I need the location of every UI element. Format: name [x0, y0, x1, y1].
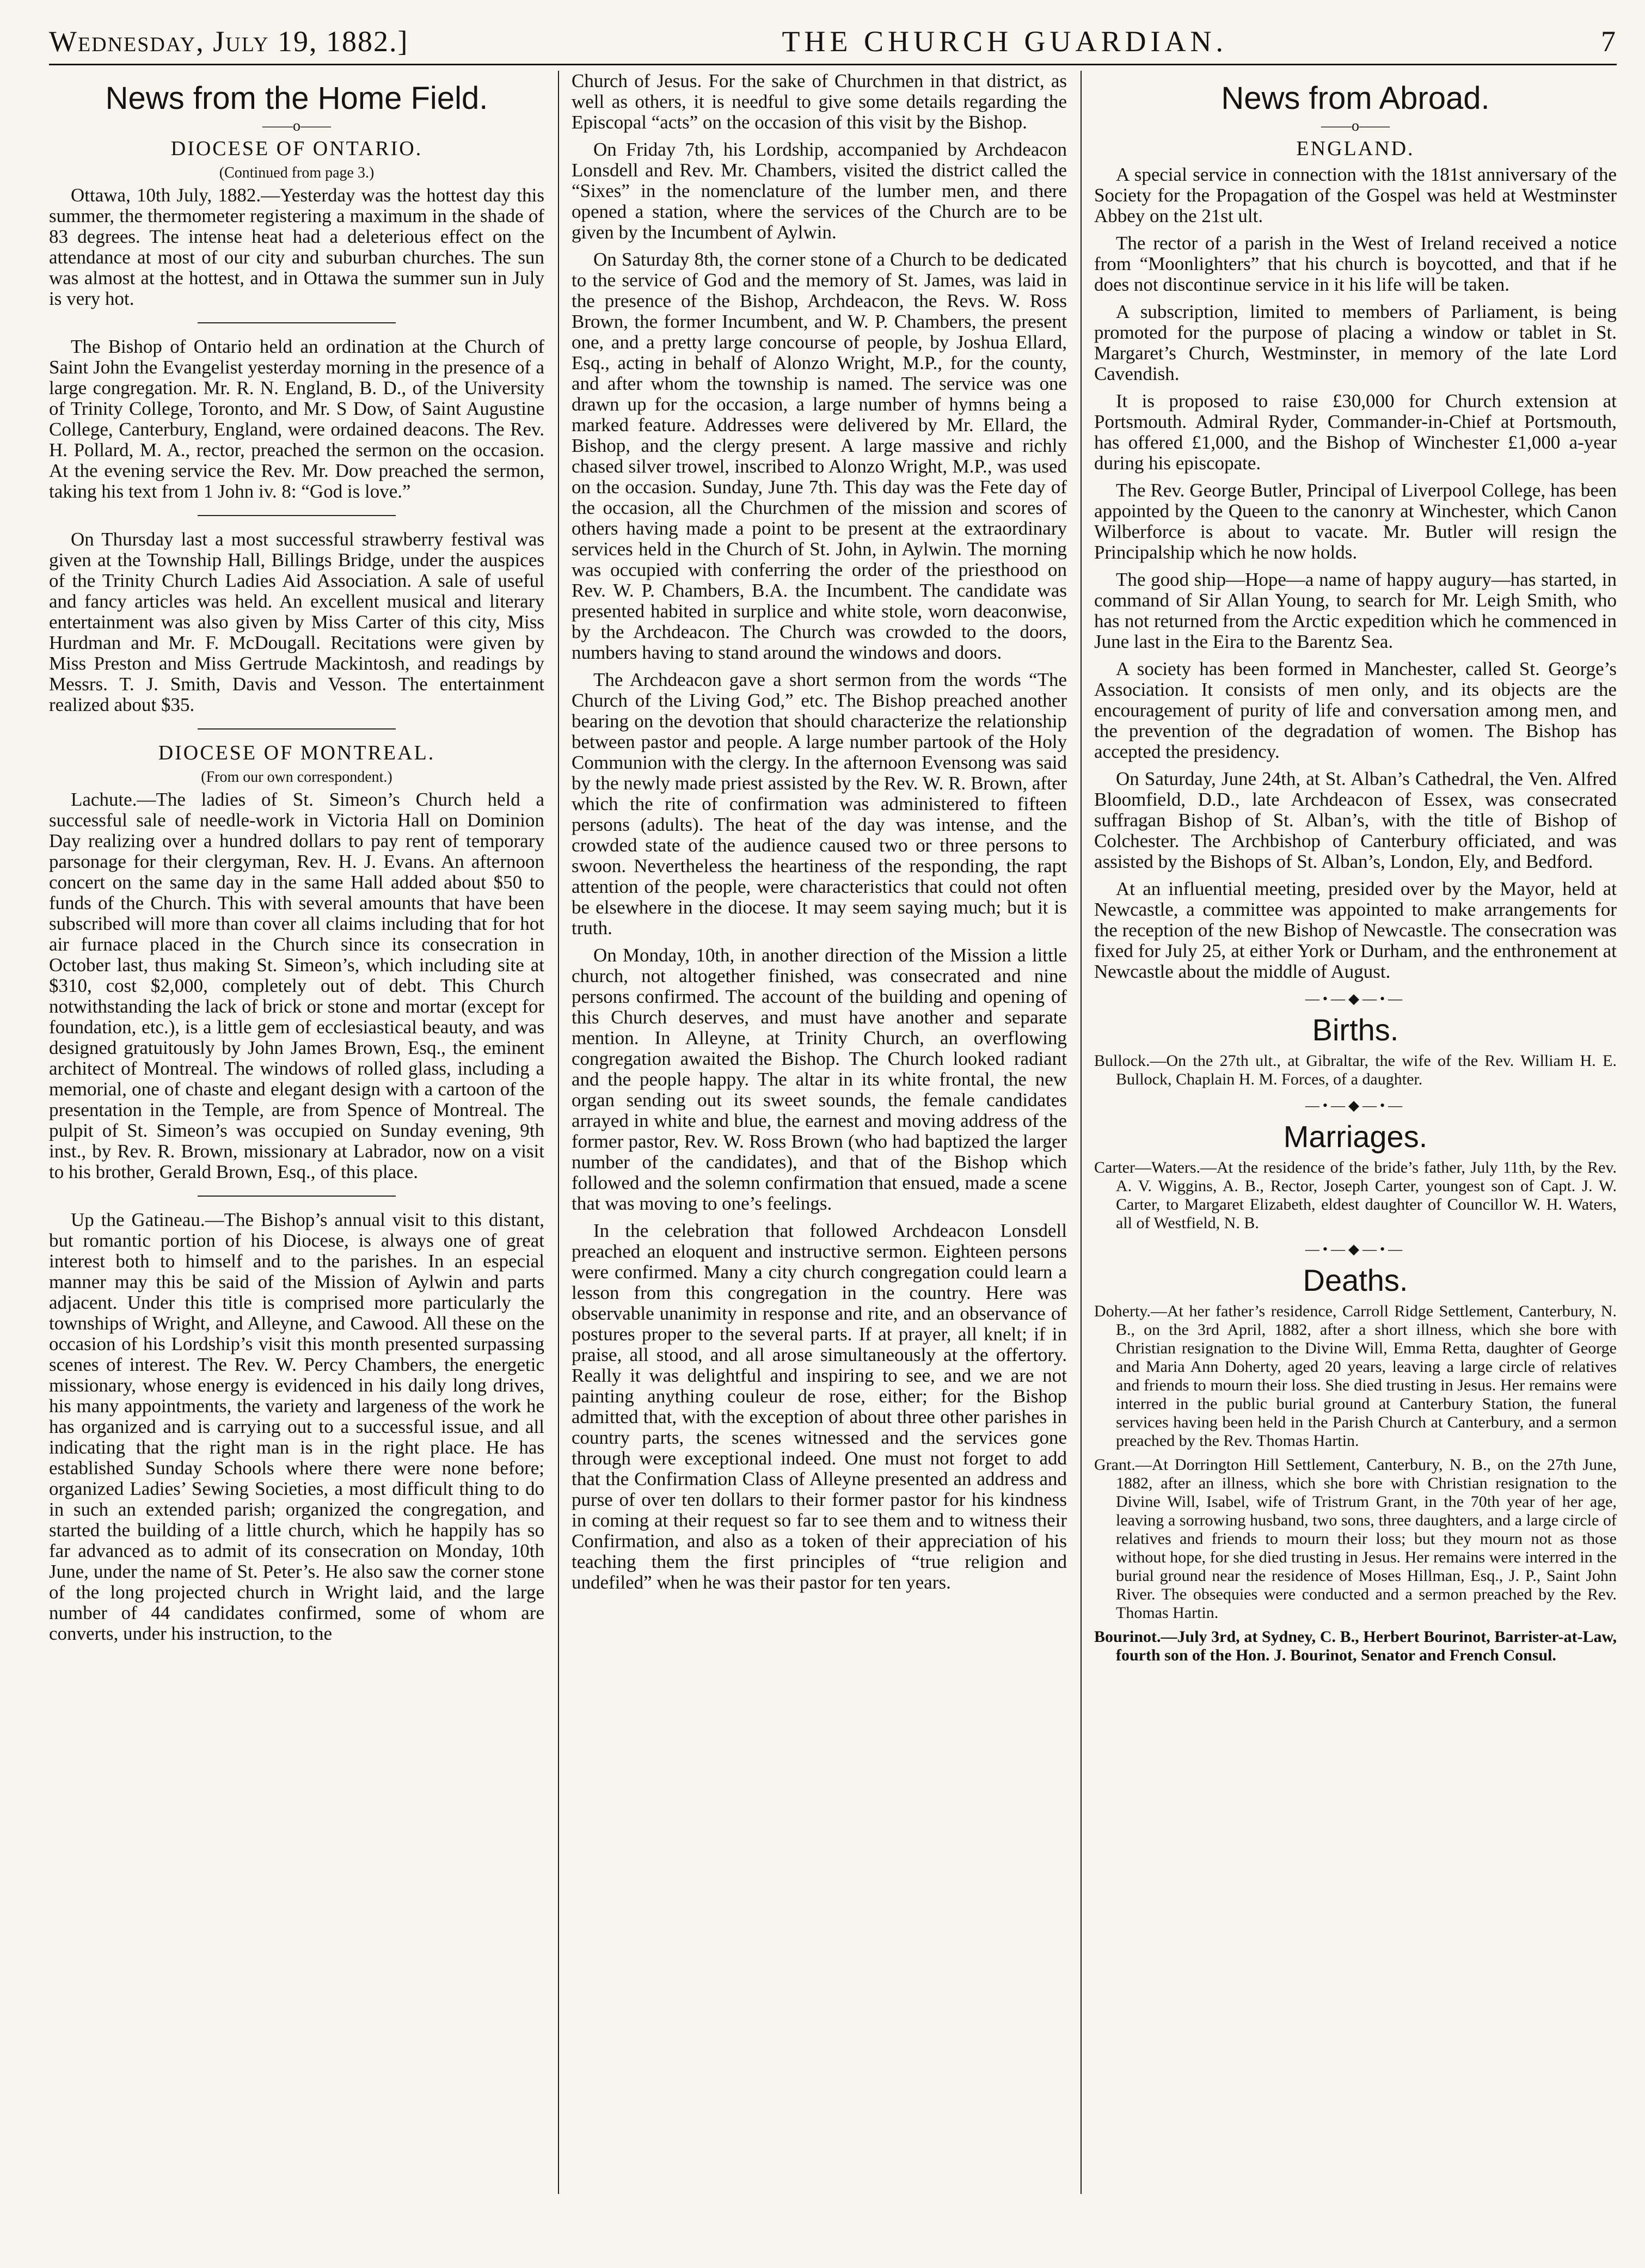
article-paragraph: A subscription, limited to members of Parliament, is being promoted for the purpose of placing a window or tablet in St. Margaret’s Church, Westminster, in memory of the late Lord Cavendish.: [1094, 301, 1617, 384]
divider: [198, 515, 396, 516]
article-paragraph: The rector of a parish in the West of Ireland received a notice from “Moonlighters” that his church is boycotted, and that if he does not discontinue service in it his life will be taken.: [1094, 232, 1617, 295]
article-paragraph: A society has been formed in Manchester, called St. George’s Association. It consists of men only, and its objects are the encouragement of purity of life and conversation among men, and the prevention of the degradation of women. The Bishop has accepted the presidency.: [1094, 658, 1617, 762]
diocese-montreal-heading: DIOCESE OF MONTREAL.: [158, 741, 435, 764]
article-paragraph: Lachute.—The ladies of St. Simeon’s Church held a successful sale of needle-work in Victoria Hall on Dominion Day realizing over a hundred dollars to pay rent of temporary parsonage for their clergyman, Rev. H. J. Evans. An afternoon concert on the same day in the same Hall added about $50 to funds of the Church. This with several amounts that have been subscribed will more than cover all claims including that for hot air furnace placed in the Church since its consecration in October last, thus making St. Simeon’s, which including site at $310, cost $2,000, completely out of debt. This Church notwithstanding the lack of brick or stone and mortar (except for foundation, etc.), is a little gem of ecclesiastical beauty, and was designed gratuitously by John James Brown, Esq., the eminent architect of Montreal. The windows of rolled glass, including a memorial, one of chaste and elegant design with a cartoon of the presentation in the Temple, are from Spence of Montreal. The pulpit of St. Simeon’s was occupied on Sunday evening, 9th inst., by Rev. R. Brown, missionary at Labrador, now on a visit to his brother, Gerald Brown, Esq., of this place.: [49, 789, 544, 1182]
marriages-heading: Marriages.: [1283, 1119, 1428, 1154]
death-notice: Bourinot.—July 3rd, at Sydney, C. B., Herbert Bourinot, Barrister-at-Law, fourth son of the Hon. J. Bourinot, Senator and French Consul.: [1094, 1628, 1617, 1664]
correspondent-note: (From our own correspondent.): [201, 769, 392, 786]
divider: [198, 322, 396, 323]
page-number: 7: [1600, 25, 1617, 58]
page-header: [49, 11, 1617, 65]
death-notice: Doherty.—At her father’s residence, Carroll Ridge Settlement, Canterbury, N. B., on the 3rd April, 1882, after a short illness, which she bore with Christian resignation to the Divine Will, Emma Retta, daughter of George and Maria Ann Doherty, aged 20 years, leaving a large circle of relatives and friends to mourn their loss. She died trusting in Jesus. Her remains were interred in the public burial ground at Canterbury Station, the funeral services having been held in the Parish Church at Canterbury, and a sermon preached by the Rev. Thomas Hartin.: [1094, 1302, 1617, 1450]
column-3: [1094, 71, 1617, 2238]
masthead: THE CHURCH GUARDIAN.: [782, 25, 1228, 58]
flourish-divider: —•—◆—•—: [1305, 1098, 1406, 1113]
article-paragraph: On Monday, 10th, in another direction of the Mission a little church, not altogether finished, was consecrated and nine persons confirmed. The account of the building and opening of this Church deserves, and must have another and separate mention. In Alleyne, at Trinity Church, an overflowing congregation awaited the Bishop. The Church looked radiant and the people happy. The altar in its white frontal, the new organ sending out its sweet sounds, the female candidates arrayed in white and blue, the earnest and moving address of the former pastor, Rev. W. Ross Brown (who had baptized the larger number of the candidates), and that of the Bishop which followed and the solemn confirmation that ensued, made a scene that was moving to one’s feelings.: [572, 945, 1067, 1214]
column-2: [572, 71, 1067, 2238]
article-paragraph: The Archdeacon gave a short sermon from the words “The Church of the Living God,” etc. The Bishop preached another bearing on the devotion that should characterize the relationship between pastor and people. A large number partook of the Holy Communion with the clergy. In the afternoon Evensong was said by the newly made priest assisted by the Rev. W. R. Brown, after which the rite of confirmation was administered to fifteen persons (adults). The heat of the day was intense, and the crowded state of the audience caused two or three persons to swoon. Nevertheless the heartiness of the responding, the rapt attention of the people, were characteristics that could not often be elsewhere in the diocese. It may seem saying much; but it is truth.: [572, 669, 1067, 939]
article-paragraph: The Rev. George Butler, Principal of Liverpool College, has been appointed by the Queen to the canonry at Winchester, which Canon Wilberforce is about to vacate. Mr. Butler will resign the Principalship which he now holds.: [1094, 480, 1617, 563]
diocese-ontario-heading: DIOCESE OF ONTARIO.: [170, 137, 423, 160]
ornament: ——o——: [1321, 118, 1390, 134]
article-paragraph: Up the Gatineau.—The Bishop’s annual visit to this distant, but romantic portion of his Diocese, is always one of great interest both to himself and to the parishes. In an especial manner may this be said of the Mission of Aylwin and parts adjacent. Under this title is comprised more particularly the townships of Wright, and Alleyne, and Cawood. All these on the occasion of his Lordship’s visit this month presented surpassing scenes of interest. The Rev. W. Percy Chambers, the energetic missionary, whose energy is evidenced in his daily long drives, his many appointments, the variety and largeness of the work he has organized and is carrying out to a successful issue, and all indicating that the right man is in the right place. He has established Sunday Schools where there were none before; organized Ladies’ Sewing Societies, a most difficult thing to do in such an extended parish; organized the congregation, and started the building of a little church, which he happily has so far advanced as to admit of its consecration on Monday, 10th June, under the name of St. Peter’s. He also saw the corner stone of the long projected church in Wright laid, and the large number of 44 candidates confirmed, some of whom are converts, under his instruction, to the: [49, 1209, 544, 1644]
article-paragraph: Ottawa, 10th July, 1882.—Yesterday was the hottest day this summer, the thermometer registering a maximum in the shade of 83 degrees. The intense heat had a deleterious effect on the attendance at most of our city and suburban churches. The sun was almost at the hottest, and in Ottawa the summer sun in July is very hot.: [49, 185, 544, 309]
article-paragraph: On Friday 7th, his Lordship, accompanied by Archdeacon Lonsdell and Rev. Mr. Chambers, visited the district called the “Sixes” in the nomenclature of the lumber men, and there opened a station, where the services of the Church are to be given by the Incumbent of Aylwin.: [572, 139, 1067, 243]
divider: [198, 728, 396, 730]
column-1: [49, 71, 544, 2238]
article-paragraph: On Saturday, June 24th, at St. Alban’s Cathedral, the Ven. Alfred Bloomfield, D.D., late Archdeacon of Essex, was consecrated suffragan Bishop of St. Alban’s, with the title of Bishop of Colchester. The Archbishop of Canterbury officiated, and was assisted by the Bishops of St. Alban’s, London, Ely, and Bedford.: [1094, 768, 1617, 872]
article-paragraph: On Thursday last a most successful strawberry festival was given at the Township Hall, Billings Bridge, under the auspices of the Trinity Church Ladies Aid Association. A sale of useful and fancy articles was held. An excellent musical and literary entertainment was also given by Miss Carter of this city, Miss Hurdman and Mr. F. McDougall. Recitations were given by Miss Preston and Miss Gertrude Mackintosh, and readings by Messrs. T. J. Smith, Davis and Vesson. The entertainment realized about $35.: [49, 529, 544, 715]
england-heading: ENGLAND.: [1296, 137, 1415, 160]
births-heading: Births.: [1312, 1013, 1399, 1047]
flourish-divider: —•—◆—•—: [1305, 991, 1406, 1007]
article-paragraph: It is proposed to raise £30,000 for Church extension at Portsmouth. Admiral Ryder, Commander-in-Chief at Portsmouth, has offered £1,000, and the Bishop of Winchester £1,000 a-year during his episcopate.: [1094, 390, 1617, 474]
column-rule: [558, 71, 559, 2194]
article-paragraph: Church of Jesus. For the sake of Churchmen in that district, as well as others, it is needful to give some details regarding the Episcopal “acts” on the occasion of this visit by the Bishop.: [572, 71, 1067, 133]
home-field-title: News from the Home Field.: [105, 81, 488, 116]
article-paragraph: The Bishop of Ontario held an ordination at the Church of Saint John the Evangelist yesterday morning in the presence of a large congregation. Mr. R. N. England, B. D., of the University of Trinity College, Toronto, and Mr. S Dow, of Saint Augustine College, Canterbury, England, were ordained deacons. The Rev. H. Pollard, M. A., rector, preached the sermon on the occasion. At the evening service the Rev. Mr. Dow preached the sermon, taking his text from 1 John iv. 8: “God is love.”: [49, 336, 544, 502]
divider: [198, 1196, 396, 1197]
article-paragraph: A special service in connection with the 181st anniversary of the Society for the Propagation of the Gospel was held at Westminster Abbey on the 21st ult.: [1094, 164, 1617, 226]
news-abroad-title: News from Abroad.: [1221, 81, 1490, 116]
birth-notice: Bullock.—On the 27th ult., at Gibraltar, the wife of the Rev. William H. E. Bullock, Chaplain H. M. Forces, of a daughter.: [1094, 1052, 1617, 1088]
article-paragraph: At an influential meeting, presided over by the Mayor, held at Newcastle, a committee was appointed to make arrangements for the reception of the new Bishop of Newcastle. The consecration was fixed for July 25, at either York or Durham, and the enthronement at Newcastle about the middle of August.: [1094, 878, 1617, 982]
article-paragraph: On Saturday 8th, the corner stone of a Church to be dedicated to the service of God and the memory of St. James, was laid in the presence of the Bishop, Archdeacon, the Revs. W. Ross Brown, the former Incumbent, and W. P. Chambers, the present one, and a pretty large concourse of people, by Joshua Ellard, Esq., acting in behalf of Alonzo Wright, M.P., for the county, and after whom the township is named. The service was one drawn up for the occasion, a large number of hymns being a marked feature. Addresses were delivered by Mr. Ellard, the Bishop, and the clergy present. A large massive and richly chased silver trowel, inscribed to Alonzo Wright, M.P., was used on the occasion. Sunday, June 7th. This day was the Fete day of the occasion, all the Churchmen of the mission and scores of others having made a point to be present at the extraordinary services held in the Church of St. John, in Aylwin. The morning was occupied with conferring the order of the priesthood on Rev. W. P. Chambers, B.A. the Incumbent. The candidate was presented habited in surplice and white stole, worn deaconwise, by the Archdeacon. The Church was crowded to the doors, numbers having to stand around the windows and doors.: [572, 249, 1067, 663]
continued-note: (Continued from page 3.): [219, 164, 375, 181]
issue-date: Wednesday, July 19, 1882.]: [49, 25, 409, 58]
article-paragraph: The good ship—Hope—a name of happy augury—has started, in command of Sir Allan Young, to search for Mr. Leigh Smith, who has not returned from the Arctic expedition which he commenced in June last in the Eira to the Barentz Sea.: [1094, 569, 1617, 652]
death-notice: Grant.—At Dorrington Hill Settlement, Canterbury, N. B., on the 27th June, 1882, after an illness, which she bore with Christian resignation to the Divine Will, Isabel, wife of Tristrum Grant, in the 70th year of her age, leaving a sorrowing husband, two sons, three daughters, and a large circle of relatives and friends to mourn their loss; but they mourn not as those without hope, for she died trusting in Jesus. Her remains were interred in the burial ground near the residence of Moses Hillman, Esq., J. P., Saint John River. The obsequies were conducted and a sermon preached by the Rev. Thomas Hartin.: [1094, 1456, 1617, 1622]
article-paragraph: In the celebration that followed Archdeacon Lonsdell preached an eloquent and instructive sermon. Eighteen persons were confirmed. Many a city church congregation could learn a lesson from this congregation in the country. Here was observable unanimity in response and rite, and an observance of postures proper to the several parts. If at prayer, all knelt; if in praise, all stood, and all arose simultaneously at the offertory. Really it was delightful and inspiring to see, and we are not painting anything couleur de rose, either; for the Bishop admitted that, with the exception of about three other parishes in country parts, the scenes witnessed and the services gone through were exceptional indeed. One must not forget to add that the Confirmation Class of Alleyne presented an address and purse of over ten dollars to their former pastor for his kindness in coming at their request so far to see them and to witness their Confirmation, and also as a token of their appreciation of his teaching them the first principles of “true religion and undefiled” when he was their pastor for ten years.: [572, 1220, 1067, 1593]
column-rule: [1081, 71, 1082, 2194]
deaths-heading: Deaths.: [1303, 1263, 1408, 1297]
marriage-notice: Carter—Waters.—At the residence of the bride’s father, July 11th, by the Rev. A. V. Wiggins, A. B., Rector, Joseph Carter, youngest son of Capt. J. W. Carter, to Margaret Elizabeth, eldest daughter of Councillor W. H. Waters, all of Westfield, N. B.: [1094, 1158, 1617, 1232]
ornament: ——o——: [262, 118, 331, 134]
flourish-divider: —•—◆—•—: [1305, 1241, 1406, 1257]
